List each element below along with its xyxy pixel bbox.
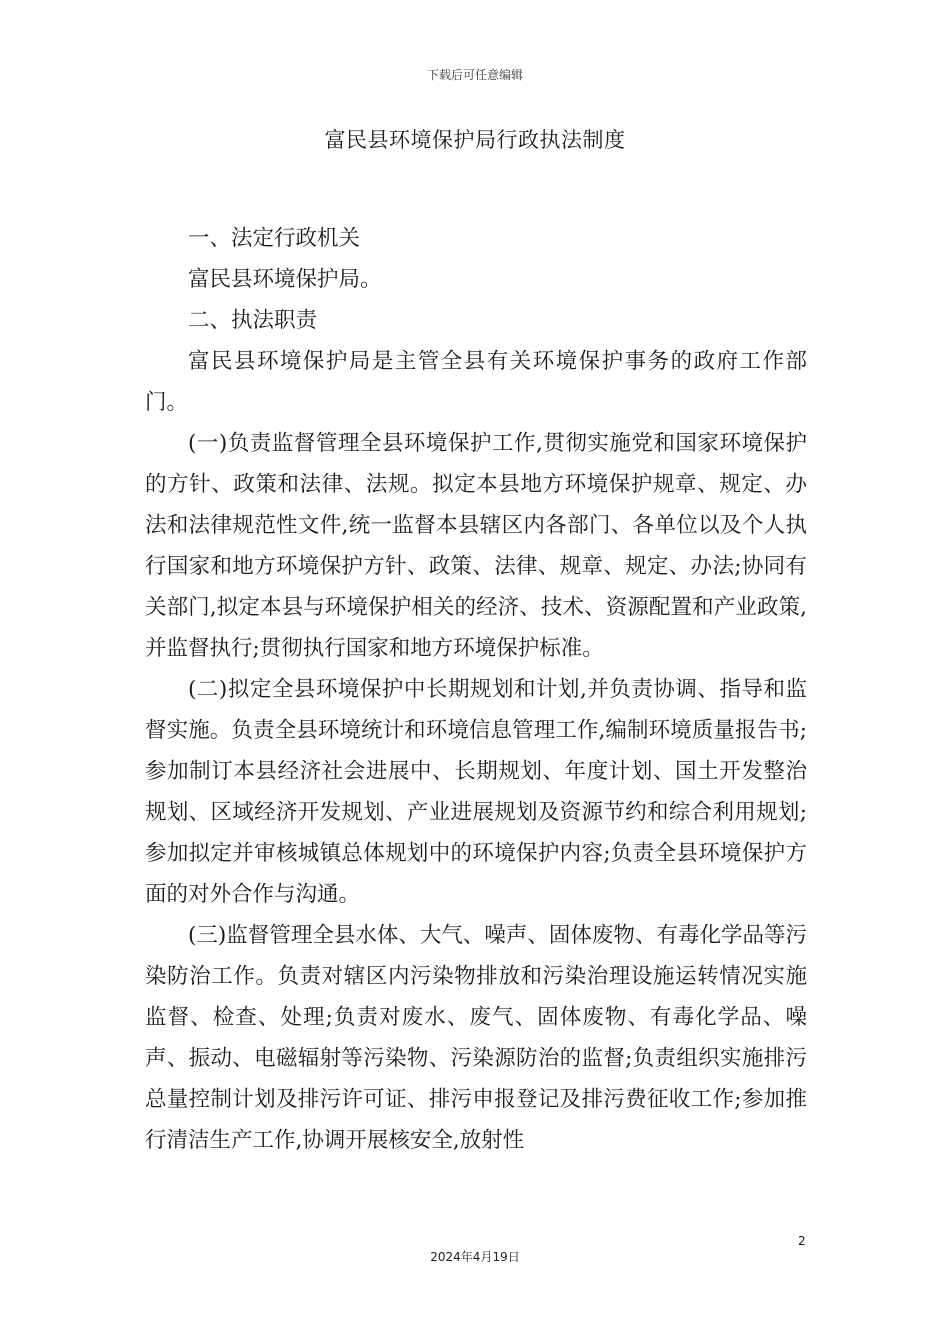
section-heading-legal-authority: 一、法定行政机关 (188, 226, 361, 251)
header-note: 下载后可任意编辑 (426, 68, 523, 82)
document-title: 富民县环境保护局行政执法制度 (324, 128, 626, 152)
paragraph-agency-name: 富民县环境保护局。 (188, 267, 382, 292)
paragraph-duty-1: (一)负责监督管理全县环境保护工作,贯彻实施党和国家环境保护的方针、政策和法律、法规。拟定本县地方环境保护规章、规定、办法和法律规范性文件,统一监督本县辖区内各部门、各单位以及个人执行国家和地方环境保护方针、政策、法律、规章、规定、办法;协同有关部门,拟定本县与环境保护相关的经济、技术、资源配置和产业政策,并监督执行;贯彻执行国家和地方环境保护标准。 (145, 431, 807, 661)
page-number: 2 (798, 1234, 806, 1248)
paragraph-duty-2: (二)拟定全县环境保护中长期规划和计划,并负责协调、指导和监督实施。负责全县环境统计和环境信息管理工作,编制环境质量报告书;参加制订本县经济社会进展中、长期规划、年度计划、国土开发整治规划、区域经济开发规划、产业进展规划及资源节约和综合利用规划;参加拟定并审核城镇总体规划中的环境保护内容;负责全县环境保护方面的对外合作与沟通。 (145, 677, 807, 907)
paragraph-duty-3: (三)监督管理全县水体、大气、噪声、固体废物、有毒化学品等污染防治工作。负责对辖区内污染物排放和污染治理设施运转情况实施监督、检查、处理;负责对废水、废气、固体废物、有毒化学品、噪声、振动、电磁辐射等污染物、污染源防治的监督;负责组织实施排污总量控制计划及排污许可证、排污申报登记及排污费征收工作;参加推行清洁生产工作,协调开展核安全,放射性 (145, 923, 807, 1153)
paragraph-duties-intro: 富民县环境保护局是主管全县有关环境保护事务的政府工作部门。 (145, 349, 807, 415)
section-heading-duties: 二、执法职责 (188, 308, 318, 333)
document-body (145, 218, 807, 1161)
footer-date: 2024年4月19日 (430, 1250, 520, 1264)
